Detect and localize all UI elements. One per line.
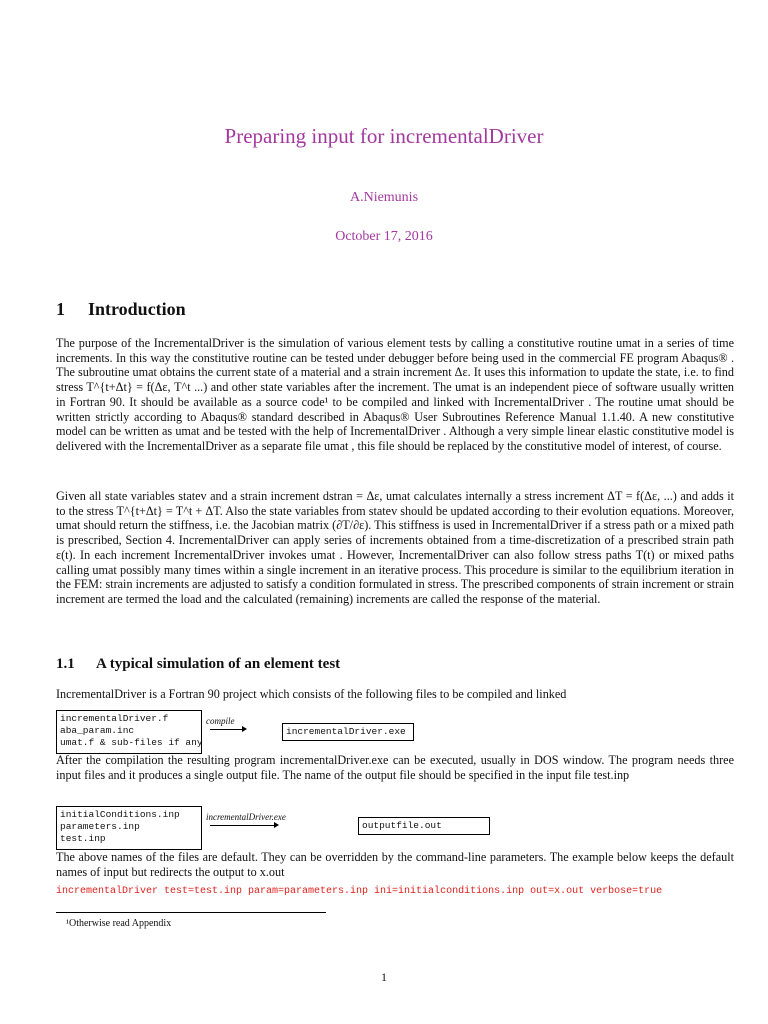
section-title: Introduction: [88, 299, 186, 319]
executable-box: incrementalDriver.exe: [282, 723, 414, 741]
source-files-box: incrementalDriver.f aba_param.inc umat.f & sub-files if any: [56, 710, 202, 754]
subsection-number: 1.1: [56, 656, 75, 672]
compile-arrow: [210, 729, 242, 730]
paragraph-default-names: The above names of the files are default. They can be overridden by the command-line parameters. The example below keeps the default names of input but redirects the output to x.out: [56, 850, 734, 879]
arrowhead-icon: [274, 822, 279, 828]
run-arrow: [210, 825, 274, 826]
footnote: ¹Otherwise read Appendix: [66, 918, 172, 929]
output-file-box: outputfile.out: [358, 817, 490, 835]
run-arrow-label: incrementalDriver.exe: [206, 812, 286, 822]
compile-arrow-label: compile: [206, 716, 235, 726]
author: A.Niemunis: [349, 190, 419, 205]
subsection-heading: [56, 656, 340, 673]
paragraph-project-files: IncrementalDriver is a Fortran 90 project which consists of the following files to be compiled and linked: [56, 687, 567, 701]
input-files-box: initialConditions.inp parameters.inp test.inp: [56, 806, 202, 850]
page-number: 1: [381, 970, 387, 984]
paragraph-purpose: The purpose of the IncrementalDriver is the simulation of various element tests by calling a constitutive routine umat in a series of time increments. In this way the constitutive routine can be tested under debugger before being used in the commercial FE program Abaqus® . The subroutine umat obtains the current state of a material and a strain increment Δε. It uses this information to update the state, i.e. to find stress T^{t+Δt} = f(Δε, T^t ...) and other state variables after the increment. The umat is an independent piece of software usually written in Fortran 90. It should be available as a source code¹ to be compiled and linked with IncrementalDriver . The routine umat should be written strictly according to Abaqus® standard described in Abaqus® User Subroutines Reference Manual 1.1.40. A new constitutive model can be written as umat and be tested with the help of IncrementalDriver . Although a very simple linear elastic constitutive model is delivered with the IncrementalDriver as a separate file umat , this file should be replaced by the constitutive model of interest, of course.: [56, 336, 734, 453]
document-title: Preparing input for incrementalDriver: [224, 124, 544, 148]
paragraph-execution: After the compilation the resulting program incrementalDriver.exe can be executed, usually in DOS window. The program needs three input files and it produces a single output file. The name of the output file should be specified in the input file test.inp: [56, 753, 734, 782]
section-heading-introduction: [56, 299, 186, 320]
section-number: 1: [56, 299, 65, 319]
subsection-title: A typical simulation of an element test: [96, 656, 341, 672]
arrowhead-icon: [242, 726, 247, 732]
command-line-example: incrementalDriver test=test.inp param=parameters.inp ini=initialconditions.inp out=x.out verbose=true: [56, 886, 663, 897]
date: October 17, 2016: [335, 229, 433, 244]
footnote-rule: [56, 912, 326, 913]
paragraph-state-variables: Given all state variables statev and a strain increment dstran = Δε, umat calculates internally a stress increment ΔT = f(Δε, ...) and adds it to the stress T^{t+Δt} = T^t + ΔT. Also the state variables from statev should be updated according to their evolution equations. Moreover, umat should return the stiffness, i.e. the Jacobian matrix (∂T/∂ε). This stiffness is used in IncrementalDriver if a stress path or a mixed path is prescribed, Section 4. IncrementalDriver can apply series of increments obtained from a time-discretization of a prescribed strain path ε(t). In each increment IncrementalDriver invokes umat . However, IncrementalDriver can also follow stress paths T(t) or mixed paths calling umat possibly many times within a single increment in an iterative process. This procedure is similar to the equilibrium iteration in the FEM: strain increments are adjusted to satisfy a condition formulated in stress. The prescribed components of strain increment or strain increment are termed the load and the calculated (remaining) increments are called the response of the material.: [56, 489, 734, 606]
